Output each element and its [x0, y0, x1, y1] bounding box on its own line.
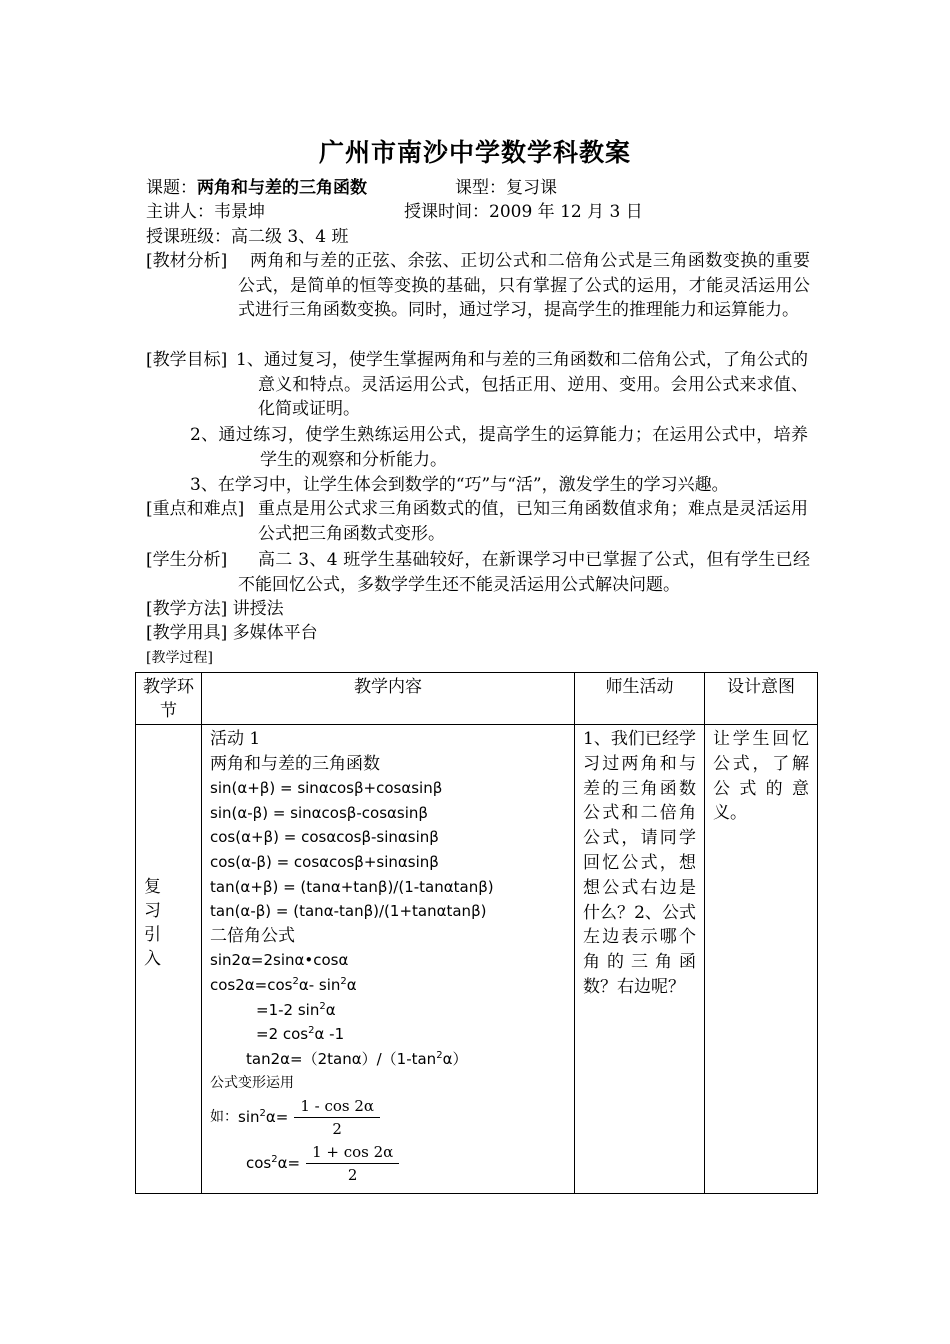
heading-sum-diff: 两角和与差的三角函数: [210, 753, 380, 774]
sin-square-part: α=: [265, 1108, 289, 1127]
goal-3-text: 3、在学习中，让学生体会到数学的“巧”与“活”，激发学生的学习兴趣。: [190, 475, 729, 495]
formula-sin-double: sin2α=2sinα•cosα: [210, 951, 349, 970]
formula-tan-sum: tan(α+β) = (tanα+tanβ)/(1-tanαtanβ): [210, 877, 494, 896]
superscript: 2: [319, 1000, 326, 1012]
topic-label: 课题：: [146, 178, 197, 198]
cos-double-alt1-part: α: [325, 1000, 336, 1019]
formula-sin-sum: sin(α+β) = sinαcosβ+cosαsinβ: [210, 779, 443, 798]
tan-double-part: α）: [442, 1049, 468, 1068]
superscript: 2: [340, 975, 347, 987]
formula-cos-sum: cos(α+β) = cosαcosβ-sinαsinβ: [210, 828, 439, 847]
activity-label: 活动 1: [210, 729, 261, 749]
formula-cos-double-alt1: [210, 998, 568, 1023]
topic-row: [146, 176, 367, 200]
fraction-numerator: 1 - cos 2α: [294, 1095, 380, 1118]
speaker-label: 主讲人：: [146, 202, 214, 222]
key-text: 重点是用公式求三角函数式的值，已知三角函数值求角；难点是灵活运用公式把三角函数式变形。: [258, 499, 808, 544]
fraction-sin-square: [294, 1095, 380, 1140]
goal-2-text: 2、通过练习，使学生熟练运用公式，提高学生的运算能力；在运用公式中，培养学生的观察和分析能力。: [190, 425, 808, 470]
formula-tan-diff: tan(α-β) = (tanα-tanβ)/(1+tanαtanβ): [210, 902, 487, 921]
goal-2-section: [146, 423, 810, 473]
tan-double-part: tan2α=（2tanα）/（1-tan: [246, 1049, 437, 1068]
header-intent: 设计意图: [705, 673, 818, 725]
example-prefix: 如：: [210, 1109, 238, 1126]
student-section: [146, 548, 810, 598]
page-title: 广州市南沙中学数学科教案: [318, 138, 631, 167]
header-content: 教学内容: [202, 673, 575, 725]
type-label: 课型：: [455, 178, 506, 198]
topic-value: 两角和与差的三角函数: [197, 178, 367, 198]
speaker-row: [146, 200, 265, 224]
cos-double-alt1-part: =1-2 sin: [256, 1000, 320, 1019]
cos-double-alt2-part: =2 cos: [256, 1025, 309, 1044]
cos-square-part: α=: [277, 1154, 301, 1173]
superscript: 2: [292, 975, 299, 987]
type-value: 复习课: [506, 178, 557, 198]
superscript: 2: [308, 1025, 315, 1037]
fraction-numerator: 1 + cos 2α: [306, 1141, 399, 1164]
cos-double-part: α- sin: [298, 975, 341, 994]
tools-row: [146, 621, 318, 645]
example-cos-square: [210, 1139, 568, 1187]
process-label: [教学过程]: [146, 650, 213, 666]
activity-cell: 1、我们已经学习过两角和与差的三角函数公式和二倍角公式，请同学回忆公式，想想公式右边是什么？2、公式左边表示哪个角的三角函数？右边呢？: [575, 725, 705, 1194]
goal-1-text: 1、通过复习，使学生掌握两角和与差的三角函数和二倍角公式，了角公式的意义和特点。灵活运用公式，包括正用、逆用、变用。会用公式来求值、化简或证明。: [236, 350, 808, 419]
superscript: 2: [436, 1049, 443, 1061]
analysis-section: [146, 249, 810, 349]
formula-cos-diff: cos(α-β) = cosαcosβ+sinαsinβ: [210, 852, 439, 871]
tools-label: [教学用具]: [146, 623, 228, 643]
method-value: 讲授法: [232, 599, 284, 619]
goal-section: [146, 348, 810, 424]
cos-double-part: cos2α=cos: [210, 975, 293, 994]
stage-name: 复习引入: [144, 877, 161, 969]
heading-double-angle: 二倍角公式: [210, 925, 295, 946]
table-row: [136, 725, 818, 1194]
header-activity: 师生活动: [575, 673, 705, 725]
example-cos-lhs: [246, 1151, 300, 1176]
cos-square-part: cos: [246, 1154, 272, 1173]
time-label: 授课时间：: [404, 202, 489, 222]
lesson-process-table: [135, 672, 818, 1194]
student-label: [学生分析]: [146, 550, 228, 570]
header-stage: 教学环节: [136, 673, 202, 725]
stage-cell: [136, 725, 202, 1194]
time-row: [404, 200, 643, 224]
goal-label: [教学目标]: [146, 350, 228, 370]
example-sin-lhs: [238, 1105, 288, 1130]
cos-double-part: α: [346, 975, 357, 994]
fraction-cos-square: [306, 1141, 399, 1186]
analysis-label: [教材分析]: [146, 251, 228, 271]
formula-sin-diff: sin(α-β) = sinαcosβ-cosαsinβ: [210, 803, 428, 822]
fraction-denominator: 2: [347, 1165, 358, 1184]
example-sin-square: [210, 1095, 568, 1139]
class-value: 高二级 3、4 班: [231, 227, 349, 247]
formula-cos-double-alt2: [210, 1022, 568, 1047]
class-label: 授课班级：: [146, 227, 231, 247]
table-header-row: [136, 673, 818, 725]
superscript: 2: [271, 1154, 278, 1166]
key-label: [重点和难点]: [146, 499, 245, 519]
class-row: [146, 225, 348, 249]
analysis-text: 两角和与差的正弦、余弦、正切公式和二倍角公式是三角函数变换的重要公式，是简单的恒等变换的基础，只有掌握了公式的运用，才能灵活运用公式进行三角函数变换。同时，通过学习，提高学生的推理能力和运算能力。: [238, 251, 810, 320]
type-row: [455, 176, 557, 200]
formula-tan-double: [210, 1047, 568, 1072]
time-value: 2009 年 12 月 3 日: [489, 202, 643, 222]
key-section: [146, 497, 810, 547]
method-row: [146, 597, 284, 621]
heading-transform: 公式变形运用: [210, 1075, 294, 1092]
fraction-denominator: 2: [332, 1119, 342, 1138]
method-label: [教学方法]: [146, 599, 228, 619]
superscript: 2: [259, 1108, 266, 1120]
speaker-value: 韦景坤: [214, 202, 265, 222]
cos-double-alt2-part: α -1: [314, 1025, 345, 1044]
content-cell: [202, 725, 575, 1194]
intent-cell: 让学生回忆公式，了解公式的意义。: [705, 725, 818, 1194]
tools-value: 多媒体平台: [232, 623, 318, 643]
student-text: 高二 3、4 班学生基础较好，在新课学习中已掌握了公式，但有学生已经不能回忆公式，多数学学生还不能灵活运用公式解决问题。: [238, 550, 810, 595]
formula-cos-double: [210, 973, 568, 998]
sin-square-part: sin: [238, 1108, 260, 1127]
